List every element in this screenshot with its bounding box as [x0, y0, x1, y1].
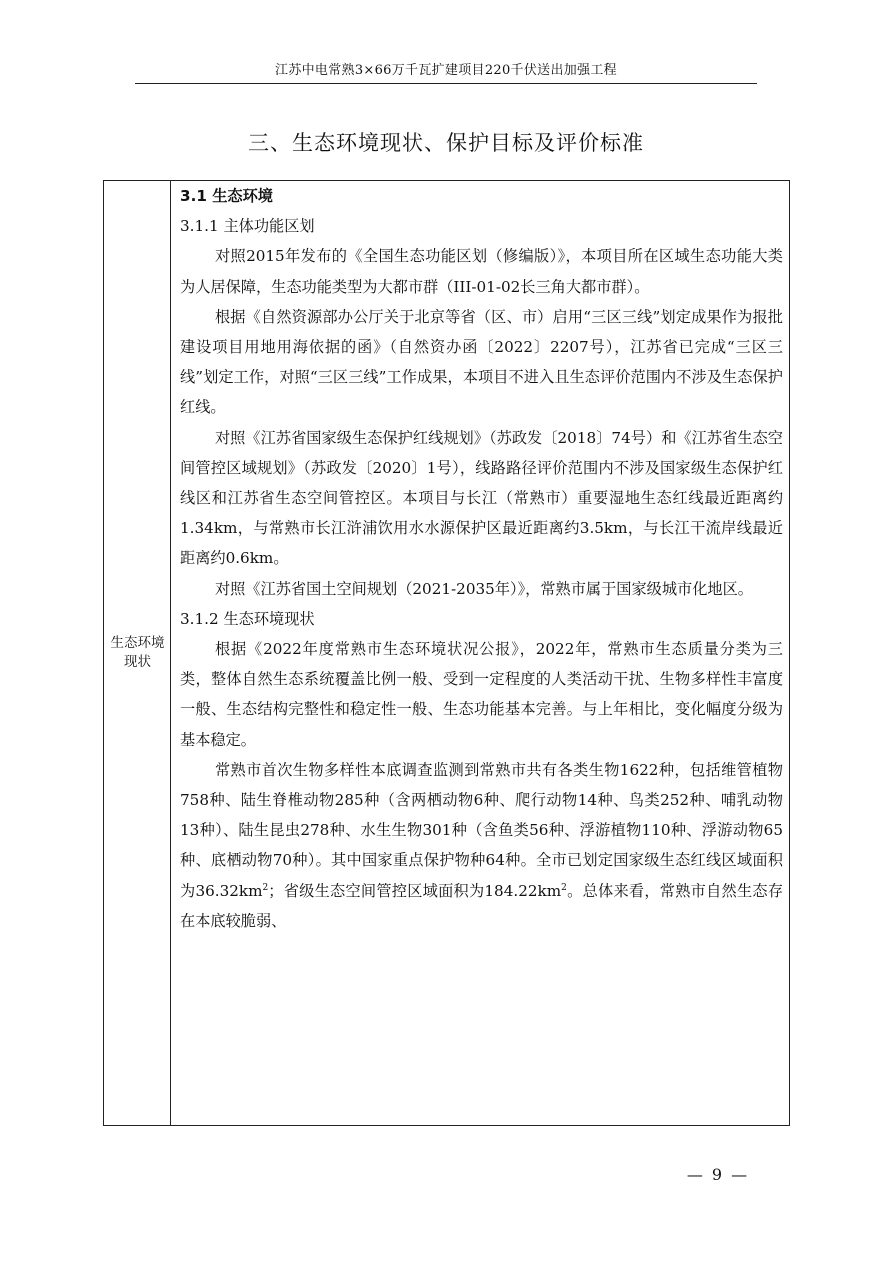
paragraph-three-zones: 根据《自然资源部办公厅关于北京等省（区、市）启用“三区三线”划定成果作为报批建设项目用地用海依据的函》（自然资办函〔2022〕2207号），江苏省已完成“三区三线”划定工作，对照“三区三线”工作成果，本项目不进入且生态评价范围内不涉及生态保护红线。: [180, 307, 783, 417]
row-label-cell: [104, 181, 171, 1125]
row-label: 生态环境现状: [110, 635, 165, 670]
paragraph-ecology-bulletin: 根据《2022年度常熟市生态环境状况公报》，2022年，常熟市生态质量分类为三类，整体自然生态系统覆盖比例一般、受到一定程度的人类活动干扰、生物多样性丰富度一般、生态结构完整性和稳定性一般、生态功能基本完善。与上年相比，变化幅度分级为基本稳定。: [180, 640, 783, 749]
subheading-ecology-status: 3.1.2 生态环境现状: [180, 609, 315, 628]
superscript-b: 2: [561, 882, 567, 893]
paragraph-function-zoning: 对照2015年发布的《全国生态功能区划（修编版）》，本项目所在区域生态功能大类为人居保障，生态功能类型为大都市群（III-01-02长三角大都市群）。: [180, 247, 783, 296]
superscript-a: 2: [262, 882, 269, 893]
subheading-function-zoning: 3.1.1 主体功能区划: [180, 217, 315, 236]
page-number: — 9 —: [686, 1165, 750, 1184]
biodiversity-text-a: 常熟市首次生物多样性本底调查监测到常熟市共有各类生物1622种，包括维管植物758种、陆生脊椎动物285种（含两栖动物6种、爬行动物14种、鸟类252种、哺乳动物13种）、陆生昆虫278种、水生生物301种（含鱼类56种、浮游植物110种、浮游动物65种、底栖动物70种）。其中国家重点保护物种64种。全市已划定国家级生态红线区域面积为36.32km: [180, 760, 783, 900]
content-cell: [180, 181, 783, 936]
heading-ecology: 3.1 生态环境: [180, 187, 273, 205]
biodiversity-text-b: ；省级生态空间管控区域面积为184.22km: [268, 881, 562, 900]
section-title: 三、生态环境现状、保护目标及评价标准: [248, 131, 644, 155]
paragraph-spatial-plan: 对照《江苏省国土空间规划（2021-2035年）》，常熟市属于国家级城市化地区。: [214, 579, 753, 598]
content-table: [103, 180, 790, 1126]
header-rule: [135, 83, 757, 84]
biodiversity-text-c: 。总体来看，常熟市自然生态存在本底较脆弱、: [180, 881, 783, 930]
paragraph-red-line: 对照《江苏省国家级生态保护红线规划》（苏政发〔2018〕74号）和《江苏省生态空间管控区域规划》（苏政发〔2020〕1号），线路路径评价范围内不涉及国家级生态保护红线区和江苏省生态空间管控区。本项目与长江（常熟市）重要湿地生态红线最近距离约1.34km，与常熟市长江浒浦饮用水水源保护区最近距离约3.5km，与长江干流岸线最近距离约0.6km。: [180, 428, 783, 568]
running-header: 江苏中电常熟3×66万千瓦扩建项目220千伏送出加强工程: [275, 63, 617, 78]
paragraph-biodiversity: [180, 755, 783, 936]
